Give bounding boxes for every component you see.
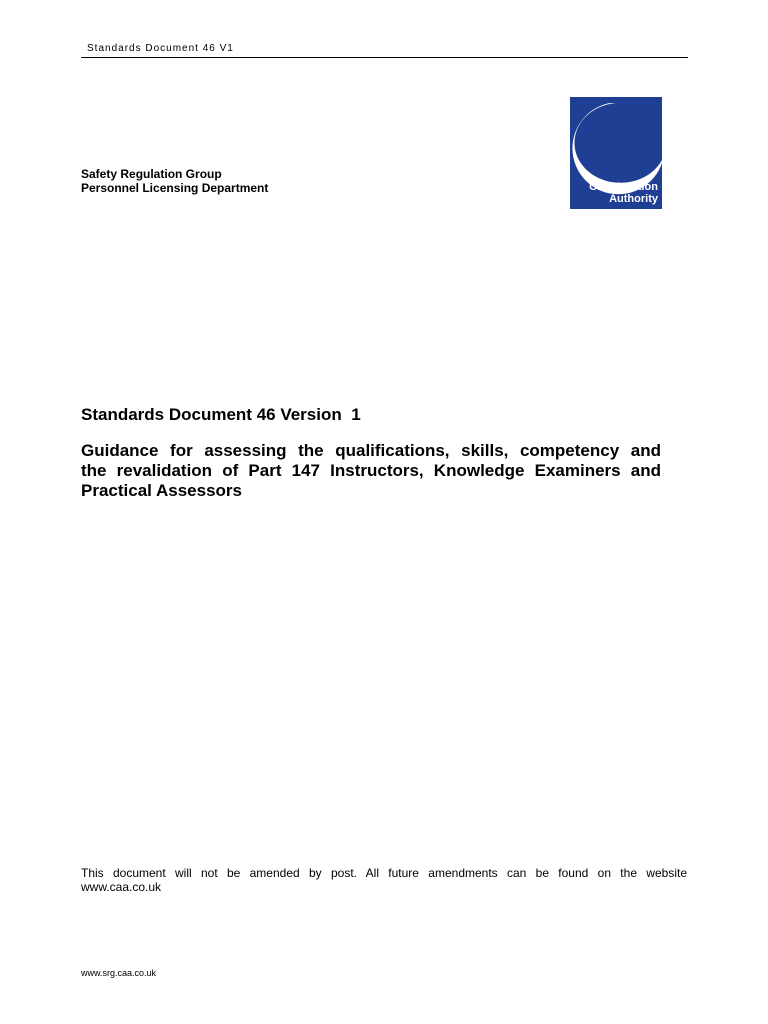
subtitle-line: the revalidation of Part 147 Instructors, Knowledge Examiners and [81, 461, 661, 480]
website-link[interactable]: www.caa.co.uk [81, 880, 162, 894]
header-divider [81, 57, 688, 58]
subtitle-line: Practical Assessors [81, 481, 242, 500]
amendment-notice-text: This document will not be amended by post. All future amendments can be found on the website [81, 866, 687, 880]
document-subtitle [81, 441, 661, 501]
running-header: Standards Document 46 V1 [87, 43, 234, 54]
organisation-department: Personnel Licensing Department [81, 181, 269, 195]
document-title: Standards Document 46 Version 1 [81, 405, 361, 424]
subtitle-line: Guidance for assessing the qualifications, skills, competency and [81, 441, 661, 460]
organisation-group: Safety Regulation Group [81, 167, 222, 181]
amendment-notice [81, 866, 687, 894]
logo-text-line2: Authority [609, 193, 658, 205]
footer-url[interactable]: www.srg.caa.co.uk [81, 968, 157, 978]
logo-text-line1: Civil Aviation [589, 181, 658, 193]
caa-logo [570, 97, 662, 209]
